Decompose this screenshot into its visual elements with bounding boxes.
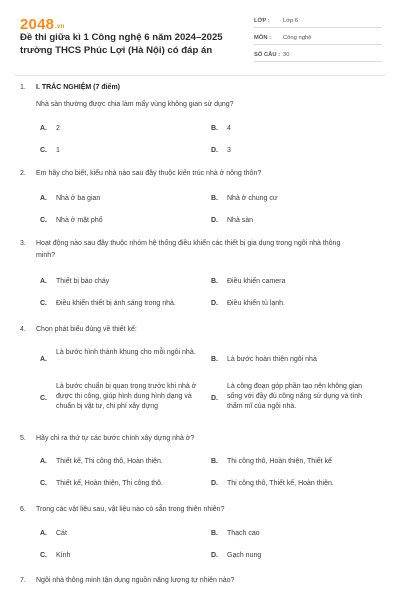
option-letter: A. (40, 356, 47, 363)
option-text: Cát (56, 530, 67, 537)
site-logo[interactable] (20, 16, 64, 33)
option-text: 2 (56, 125, 60, 132)
question-text: Trong các vật liệu sau, vật liệu nào có sẵn trong thiên nhiên? (36, 506, 225, 513)
meta-row-subject (254, 31, 382, 45)
option-d[interactable] (211, 382, 386, 416)
option-letter: B. (211, 195, 218, 202)
option-letter: B. (211, 125, 218, 132)
option-letter: A. (40, 278, 47, 285)
question-text: Hãy chỉ ra thứ tự các bước chính xây dựng nhà ở? (36, 435, 195, 442)
option-text: Điều khiển tủ lạnh. (227, 300, 285, 307)
option-a[interactable] (40, 348, 210, 372)
option-text: 1 (56, 147, 60, 154)
option-letter: B. (211, 530, 218, 537)
section-title: I. TRẮC NGHIỆM (7 điểm) (36, 84, 121, 91)
meta-row-class (254, 14, 382, 28)
question-text: Em hãy cho biết, kiểu nhà nào sau đây thuộc kiến trúc nhà ở nông thôn? (36, 170, 262, 177)
option-c[interactable] (40, 382, 215, 416)
option-text: Là bước chuẩn bị quan trọng trước khi nhà ở được thi công, giúp hình dung hình dạng và chuẩn bị vật tư, chi phí xây dựng (56, 383, 197, 410)
option-text: Nhà ở chung cư (227, 195, 278, 202)
meta-value: 30 (283, 51, 290, 58)
option-text: Điều khiển camera (227, 278, 286, 285)
option-text: 3 (227, 147, 231, 154)
meta-value: Công nghệ (283, 34, 312, 41)
question-number: 3. (20, 240, 26, 247)
option-letter: D. (211, 217, 218, 224)
option-letter: B. (211, 278, 218, 285)
meta-label: LỚP : (254, 17, 270, 24)
option-letter: A. (40, 195, 47, 202)
option-letter: C. (40, 300, 47, 307)
meta-label: MÔN : (254, 34, 272, 41)
question-number: 4. (20, 326, 26, 333)
meta-value: Lớp 6 (283, 17, 299, 24)
option-letter: D. (211, 480, 218, 487)
option-letter: B. (211, 458, 218, 465)
option-letter: C. (40, 217, 47, 224)
page-title: Đề thi giữa kì 1 Công nghệ 6 năm 2024–2025 trường THCS Phúc Lợi (Hà Nội) có đáp án (20, 32, 223, 56)
page-header (0, 0, 400, 66)
question-number: 1. (20, 84, 26, 91)
option-letter: A. (40, 458, 47, 465)
option-text: Là bước hình thành khung cho mỗi ngôi nhà. (56, 349, 196, 356)
question-text: Hoạt động nào sau đây thuộc nhóm hệ thống điều khiển các thiết bị gia dụng trong ngôi nhà thông minh? (36, 240, 341, 259)
question-text: Ngôi nhà thông minh tận dụng nguồn năng lượng tự nhiên nào? (36, 577, 235, 584)
option-letter: B. (211, 356, 218, 363)
option-letter: A. (40, 125, 47, 132)
option-letter: A. (40, 530, 47, 537)
logo-suffix: .vn (55, 24, 65, 30)
question-text: Nhà sàn thường được chia làm mấy vùng không gian sử dụng? (36, 101, 234, 108)
header-divider (14, 75, 386, 76)
option-letter: C. (40, 552, 47, 559)
logo-text: 2048 (20, 16, 55, 33)
option-letter: D. (211, 300, 218, 307)
option-text: 4 (227, 125, 231, 132)
option-letter: C. (40, 395, 47, 402)
option-letter: D. (211, 395, 218, 402)
meta-label: SỐ CÂU : (254, 51, 281, 58)
question-text: Chọn phát biểu đúng về thiết kế: (36, 326, 137, 333)
option-letter: C. (40, 480, 47, 487)
option-text: Thi công thô, Hoàn thiện, Thiết kế (227, 458, 332, 465)
option-text: Nhà ở mặt phố (56, 217, 103, 224)
option-text: Thạch cao (227, 530, 260, 537)
question-number: 6. (20, 506, 26, 513)
option-letter: C. (40, 147, 47, 154)
question-number: 5. (20, 435, 26, 442)
option-text: Thi công thô, Thiết kế, Hoàn thiện. (227, 480, 334, 487)
option-text: Là công đoạn góp phần tạo nên không gian sống với đầy đủ công năng sử dụng và tính thẩm mĩ của ngôi nhà. (227, 383, 363, 410)
option-text: Nhà ở ba gian (56, 195, 101, 202)
option-text: Thiết kế, Thi công thô, Hoàn thiện. (56, 458, 163, 465)
option-text: Kính (56, 552, 71, 559)
question-number: 2. (20, 170, 26, 177)
option-text: Thiết kế, Hoàn thiện, Thi công thô. (56, 480, 163, 487)
meta-row-count (254, 48, 382, 62)
option-text: Điều khiển thiết bị ánh sáng trong nhà. (56, 300, 176, 307)
option-letter: D. (211, 552, 218, 559)
option-text: Gạch nung (227, 552, 262, 559)
option-text: Nhà sàn (227, 217, 254, 224)
option-letter: D. (211, 147, 218, 154)
question-number: 7. (20, 577, 26, 584)
exam-meta (254, 14, 382, 65)
option-text: Là bước hoàn thiện ngôi nhà (227, 356, 317, 363)
option-text: Thiết bị báo cháy (56, 278, 110, 285)
